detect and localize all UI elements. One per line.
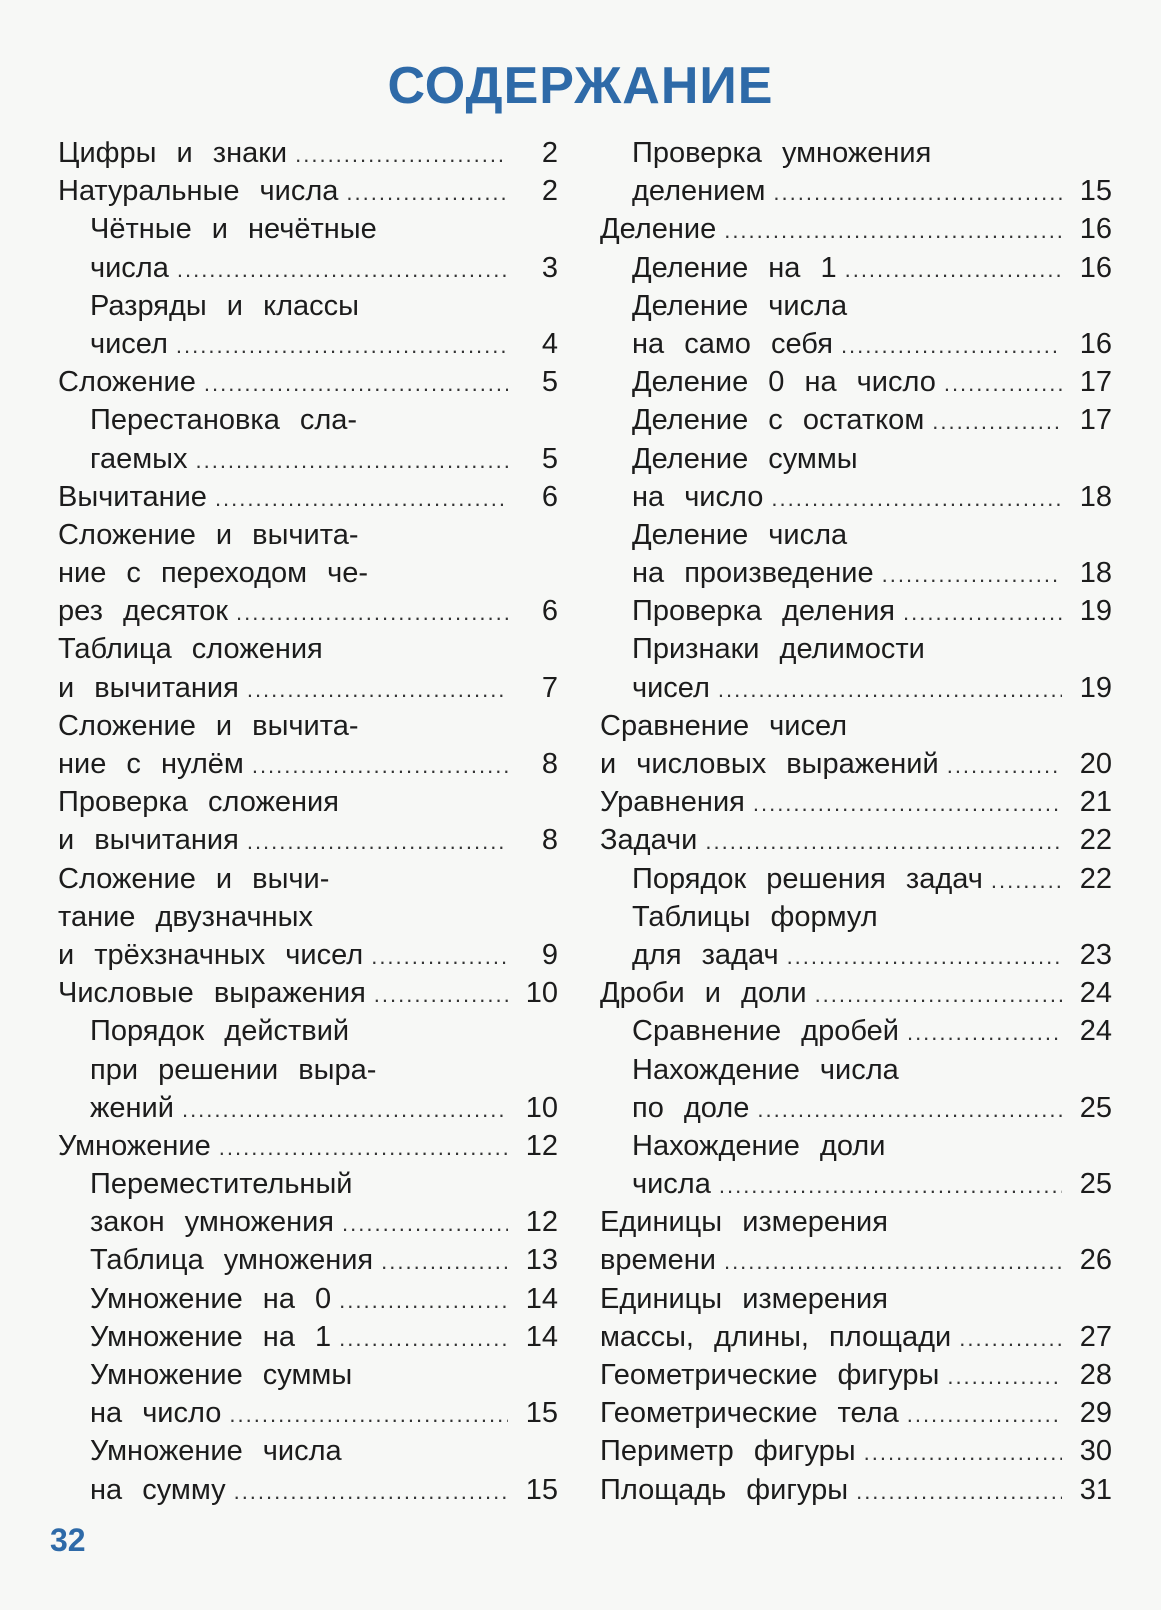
dot-leader bbox=[718, 671, 1062, 709]
toc-entry-text: тание двузначных bbox=[58, 900, 313, 933]
toc-page-number: 15 bbox=[1079, 175, 1112, 208]
toc-entry-text: гаемых bbox=[90, 442, 188, 475]
dot-leader bbox=[204, 365, 508, 403]
dot-leader bbox=[236, 594, 508, 632]
toc-entry-text: рез десяток bbox=[58, 595, 228, 628]
dot-leader bbox=[229, 1396, 508, 1434]
toc-page-number: 6 bbox=[541, 595, 558, 628]
toc-line bbox=[58, 1089, 558, 1127]
toc-page-number: 16 bbox=[1079, 327, 1112, 360]
dot-leader bbox=[864, 1434, 1062, 1472]
dot-leader bbox=[757, 1091, 1062, 1129]
toc-line bbox=[58, 745, 558, 783]
toc-line bbox=[58, 1280, 558, 1318]
toc-entry-text: Единицы измерения bbox=[600, 1206, 888, 1239]
toc-line bbox=[58, 249, 558, 287]
toc-line bbox=[600, 1471, 1112, 1509]
dot-leader bbox=[177, 251, 508, 289]
dot-leader bbox=[944, 365, 1062, 403]
toc-entry-text: Проверка деления bbox=[632, 595, 896, 628]
toc-line bbox=[600, 1241, 1112, 1279]
toc-line bbox=[58, 401, 558, 439]
dot-leader bbox=[845, 251, 1062, 289]
toc-page-number: 4 bbox=[541, 327, 558, 360]
toc-line bbox=[58, 478, 558, 516]
toc-line bbox=[58, 630, 558, 668]
toc-line bbox=[58, 707, 558, 745]
toc-line bbox=[58, 134, 558, 172]
toc-right-column bbox=[600, 134, 1112, 1509]
toc-page-number: 25 bbox=[1079, 1168, 1112, 1201]
toc-page-number: 14 bbox=[525, 1282, 558, 1315]
toc-entry-text: Умножение суммы bbox=[90, 1359, 353, 1391]
toc-entry-text: ние с нулём bbox=[58, 748, 244, 780]
toc-entry-text: чисел bbox=[632, 671, 710, 704]
toc-entry-text: времени bbox=[600, 1244, 716, 1277]
toc-page-number: 8 bbox=[541, 748, 558, 780]
dot-leader bbox=[176, 327, 508, 365]
toc-entry-text: числа bbox=[90, 251, 169, 284]
toc-line bbox=[600, 1127, 1112, 1165]
toc-line bbox=[58, 325, 558, 363]
dot-leader bbox=[295, 136, 508, 174]
toc-line bbox=[58, 363, 558, 401]
toc-entry-text: Деление на 1 bbox=[632, 251, 837, 284]
toc-line bbox=[600, 783, 1112, 821]
dot-leader bbox=[815, 976, 1062, 1014]
toc-entry-text: Перестановка сла- bbox=[90, 404, 358, 437]
dot-leader bbox=[339, 1320, 508, 1358]
toc-entry-text: и вычитания bbox=[58, 671, 239, 704]
toc-page-number: 2 bbox=[541, 175, 558, 208]
toc-entry-text: Деление числа bbox=[632, 289, 848, 322]
toc-line bbox=[600, 1318, 1112, 1356]
toc-line bbox=[58, 210, 558, 248]
toc-entry-text: Геометрические фигуры bbox=[600, 1359, 940, 1391]
toc-entry-text: Задачи bbox=[600, 824, 698, 857]
toc-line bbox=[600, 860, 1112, 898]
toc-entry-text: на произведение bbox=[632, 557, 874, 590]
toc-entry-text: Нахождение доли bbox=[632, 1129, 886, 1162]
toc-line bbox=[58, 1012, 558, 1050]
dot-leader bbox=[182, 1091, 508, 1129]
toc-line bbox=[58, 1356, 558, 1394]
toc-line bbox=[58, 860, 558, 898]
toc-line bbox=[600, 1165, 1112, 1203]
toc-entry-text: при решении выра- bbox=[90, 1053, 377, 1086]
toc-entry-text: Чётные и нечётные bbox=[90, 213, 377, 246]
toc-entry-text: Единицы измерения bbox=[600, 1282, 888, 1315]
toc-entry-text: Деление с остатком bbox=[632, 404, 925, 437]
toc-entry-text: Таблицы формул bbox=[632, 900, 878, 933]
toc-entry-text: на само себя bbox=[632, 327, 833, 360]
dot-leader bbox=[252, 747, 508, 785]
toc-entry-text: Умножение числа bbox=[90, 1435, 342, 1468]
toc-line bbox=[600, 974, 1112, 1012]
toc-line bbox=[58, 1318, 558, 1356]
dot-leader bbox=[247, 823, 508, 861]
toc-entry-text: Разряды и классы bbox=[90, 289, 359, 322]
toc-entry-text: Сравнение дробей bbox=[632, 1015, 899, 1048]
toc-line bbox=[58, 1471, 558, 1509]
page-number: 32 bbox=[50, 1522, 86, 1558]
toc-line bbox=[600, 401, 1112, 439]
dot-leader bbox=[724, 1243, 1062, 1281]
dot-leader bbox=[219, 1129, 508, 1167]
dot-leader bbox=[773, 174, 1062, 212]
dot-leader bbox=[787, 938, 1062, 976]
toc-page-number: 26 bbox=[1079, 1244, 1112, 1277]
toc-page-number: 14 bbox=[525, 1320, 558, 1353]
toc-entry-text: Таблица сложения bbox=[58, 633, 323, 666]
dot-leader bbox=[932, 403, 1062, 441]
toc-entry-text: Числовые выражения bbox=[58, 977, 366, 1010]
toc-entry-text: Умножение bbox=[58, 1129, 211, 1162]
toc-line bbox=[58, 1432, 558, 1470]
toc-line bbox=[600, 898, 1112, 936]
dot-leader bbox=[959, 1320, 1062, 1358]
toc-page-number: 28 bbox=[1079, 1359, 1112, 1391]
toc-page-number: 3 bbox=[541, 251, 558, 284]
toc-line bbox=[600, 669, 1112, 707]
toc-page-number: 31 bbox=[1079, 1473, 1112, 1506]
toc-page-number: 12 bbox=[525, 1129, 558, 1162]
toc-entry-text: Площадь фигуры bbox=[600, 1473, 849, 1506]
dot-leader bbox=[882, 556, 1062, 594]
toc-line bbox=[58, 783, 558, 821]
toc-entry-text: Проверка умножения bbox=[632, 137, 932, 169]
toc-line bbox=[600, 1051, 1112, 1089]
dot-leader bbox=[247, 671, 508, 709]
toc-entry-text: Порядок действий bbox=[90, 1015, 350, 1048]
toc-entry-text: массы, длины, площади bbox=[600, 1320, 952, 1353]
toc-page-number: 20 bbox=[1079, 748, 1112, 780]
toc-entry-text: Признаки делимости bbox=[632, 633, 925, 666]
toc-line bbox=[600, 363, 1112, 401]
toc-page-number: 21 bbox=[1079, 786, 1112, 819]
toc-line bbox=[600, 554, 1112, 592]
dot-leader bbox=[719, 1167, 1062, 1205]
toc-page-number: 7 bbox=[541, 671, 558, 704]
toc-line bbox=[58, 1127, 558, 1165]
toc-entry-text: Переместительный bbox=[90, 1168, 353, 1201]
dot-leader bbox=[374, 976, 508, 1014]
dot-leader bbox=[907, 1396, 1062, 1434]
toc-page-number: 10 bbox=[525, 977, 558, 1010]
toc-line bbox=[600, 1012, 1112, 1050]
toc-line bbox=[600, 1203, 1112, 1241]
toc-page-number: 19 bbox=[1079, 595, 1112, 628]
toc-line bbox=[600, 325, 1112, 363]
toc-page-number: 23 bbox=[1079, 938, 1112, 971]
dot-leader bbox=[346, 174, 508, 212]
toc-line bbox=[600, 1432, 1112, 1470]
toc-entry-text: Деление числа bbox=[632, 518, 848, 551]
toc-line bbox=[58, 898, 558, 936]
toc-page-number: 13 bbox=[525, 1244, 558, 1277]
toc-line bbox=[58, 1165, 558, 1203]
toc-line bbox=[58, 440, 558, 478]
dot-leader bbox=[856, 1473, 1062, 1511]
toc-page-number: 2 bbox=[541, 137, 558, 169]
toc-page-number: 30 bbox=[1079, 1435, 1112, 1468]
toc-line bbox=[600, 134, 1112, 172]
toc-page-number: 24 bbox=[1079, 1015, 1112, 1048]
dot-leader bbox=[234, 1473, 508, 1511]
toc-entry-text: Сложение и вычи- bbox=[58, 862, 330, 895]
toc-entry-text: Дроби и доли bbox=[600, 977, 807, 1010]
toc-line bbox=[58, 974, 558, 1012]
toc-page-number: 17 bbox=[1079, 366, 1112, 399]
toc-line bbox=[58, 516, 558, 554]
toc-page-number: 9 bbox=[541, 938, 558, 971]
toc-page-number: 5 bbox=[541, 442, 558, 475]
toc-page-number: 6 bbox=[541, 480, 558, 513]
toc-line bbox=[58, 1394, 558, 1432]
toc-page-number: 15 bbox=[525, 1473, 558, 1506]
toc-page-number: 18 bbox=[1079, 480, 1112, 513]
toc-line bbox=[58, 592, 558, 630]
toc-page-number: 8 bbox=[541, 824, 558, 857]
dot-leader bbox=[771, 480, 1062, 518]
toc-entry-text: на сумму bbox=[90, 1473, 226, 1506]
toc-line bbox=[58, 287, 558, 325]
toc-line bbox=[58, 936, 558, 974]
toc-entry-text: чисел bbox=[90, 327, 168, 360]
toc-page-number: 19 bbox=[1079, 671, 1112, 704]
toc-entry-text: на число bbox=[632, 480, 764, 513]
toc-page-number: 16 bbox=[1079, 213, 1112, 246]
toc-page-number: 16 bbox=[1079, 251, 1112, 284]
toc-line bbox=[58, 1203, 558, 1241]
toc-entry-text: для задач bbox=[632, 938, 779, 971]
toc-entry-text: делением bbox=[632, 175, 766, 208]
toc-line bbox=[600, 1280, 1112, 1318]
dot-leader bbox=[753, 785, 1062, 823]
toc-entry-text: Сравнение чисел bbox=[600, 709, 848, 742]
toc-page-number: 12 bbox=[525, 1206, 558, 1239]
toc-entry-text: Периметр фигуры bbox=[600, 1435, 856, 1468]
toc-line bbox=[600, 745, 1112, 783]
toc-line bbox=[600, 249, 1112, 287]
toc-entry-text: Проверка сложения bbox=[58, 786, 339, 819]
dot-leader bbox=[381, 1243, 508, 1281]
toc-page-number: 22 bbox=[1079, 824, 1112, 857]
toc-entry-text: Натуральные числа bbox=[58, 175, 339, 208]
dot-leader bbox=[991, 862, 1062, 900]
toc-page-number: 5 bbox=[541, 366, 558, 399]
toc-line bbox=[600, 592, 1112, 630]
toc-page-number: 27 bbox=[1079, 1320, 1112, 1353]
toc-page-number: 17 bbox=[1079, 404, 1112, 437]
dot-leader bbox=[705, 823, 1062, 861]
toc-line bbox=[58, 172, 558, 210]
toc-entry-text: Порядок решения задач bbox=[632, 862, 983, 895]
toc-entry-text: и числовых выражений bbox=[600, 748, 939, 780]
toc-entry-text: по доле bbox=[632, 1091, 750, 1124]
toc-line bbox=[600, 1356, 1112, 1394]
toc-line bbox=[600, 172, 1112, 210]
toc-entry-text: Сложение и вычита- bbox=[58, 709, 359, 742]
dot-leader bbox=[947, 747, 1062, 785]
toc-page-number: 22 bbox=[1079, 862, 1112, 895]
toc-entry-text: и вычитания bbox=[58, 824, 239, 857]
toc-line bbox=[600, 287, 1112, 325]
toc-line bbox=[600, 1394, 1112, 1432]
toc-entry-text: Умножение на 0 bbox=[90, 1282, 332, 1315]
toc-line bbox=[600, 440, 1112, 478]
toc-entry-text: Таблица умножения bbox=[90, 1244, 374, 1277]
dot-leader bbox=[339, 1282, 508, 1320]
toc-entry-text: Нахождение числа bbox=[632, 1053, 899, 1086]
toc-page-number: 10 bbox=[525, 1091, 558, 1124]
toc-line bbox=[600, 936, 1112, 974]
toc-line bbox=[600, 516, 1112, 554]
toc-page-number: 29 bbox=[1079, 1397, 1112, 1430]
toc-entry-text: Деление суммы bbox=[632, 442, 858, 475]
toc-line bbox=[58, 669, 558, 707]
toc-entry-text: Деление 0 на число bbox=[632, 366, 936, 399]
toc-entry-text: Геометрические тела bbox=[600, 1397, 899, 1430]
toc-page-number: 24 bbox=[1079, 977, 1112, 1010]
toc-line bbox=[58, 1241, 558, 1279]
dot-leader bbox=[903, 594, 1062, 632]
toc-line bbox=[600, 707, 1112, 745]
dot-leader bbox=[371, 938, 508, 976]
toc-line bbox=[600, 478, 1112, 516]
toc-entry-text: и трёхзначных чисел bbox=[58, 938, 364, 971]
page-title: СОДЕРЖАНИЕ bbox=[387, 57, 774, 115]
dot-leader bbox=[724, 212, 1062, 250]
toc-line bbox=[58, 1051, 558, 1089]
dot-leader bbox=[841, 327, 1062, 365]
toc-line bbox=[600, 821, 1112, 859]
toc-line bbox=[600, 1089, 1112, 1127]
toc-entry-text: Вычитание bbox=[58, 480, 207, 513]
toc-entry-text: числа bbox=[632, 1168, 711, 1201]
toc-left-column bbox=[58, 134, 558, 1509]
toc-entry-text: ние с переходом че- bbox=[58, 557, 369, 590]
dot-leader bbox=[342, 1205, 508, 1243]
dot-leader bbox=[215, 480, 508, 518]
toc-page-number: 15 bbox=[525, 1397, 558, 1430]
dot-leader bbox=[195, 442, 508, 480]
toc-line bbox=[58, 554, 558, 592]
toc-entry-text: закон умножения bbox=[90, 1206, 335, 1239]
dot-leader bbox=[907, 1014, 1062, 1052]
toc-entry-text: на число bbox=[90, 1397, 222, 1430]
toc-line bbox=[600, 210, 1112, 248]
toc-entry-text: Умножение на 1 bbox=[90, 1320, 332, 1353]
toc-line bbox=[600, 630, 1112, 668]
toc-entry-text: жений bbox=[90, 1091, 174, 1124]
toc-entry-text: Сложение bbox=[58, 366, 196, 399]
toc-entry-text: Цифры и знаки bbox=[58, 137, 288, 169]
toc-entry-text: Уравнения bbox=[600, 786, 745, 819]
toc-page-number: 25 bbox=[1079, 1091, 1112, 1124]
toc-line bbox=[58, 821, 558, 859]
toc-entry-text: Деление bbox=[600, 213, 717, 246]
dot-leader bbox=[947, 1358, 1062, 1396]
toc-entry-text: Сложение и вычита- bbox=[58, 518, 359, 551]
toc-page-number: 18 bbox=[1079, 557, 1112, 590]
